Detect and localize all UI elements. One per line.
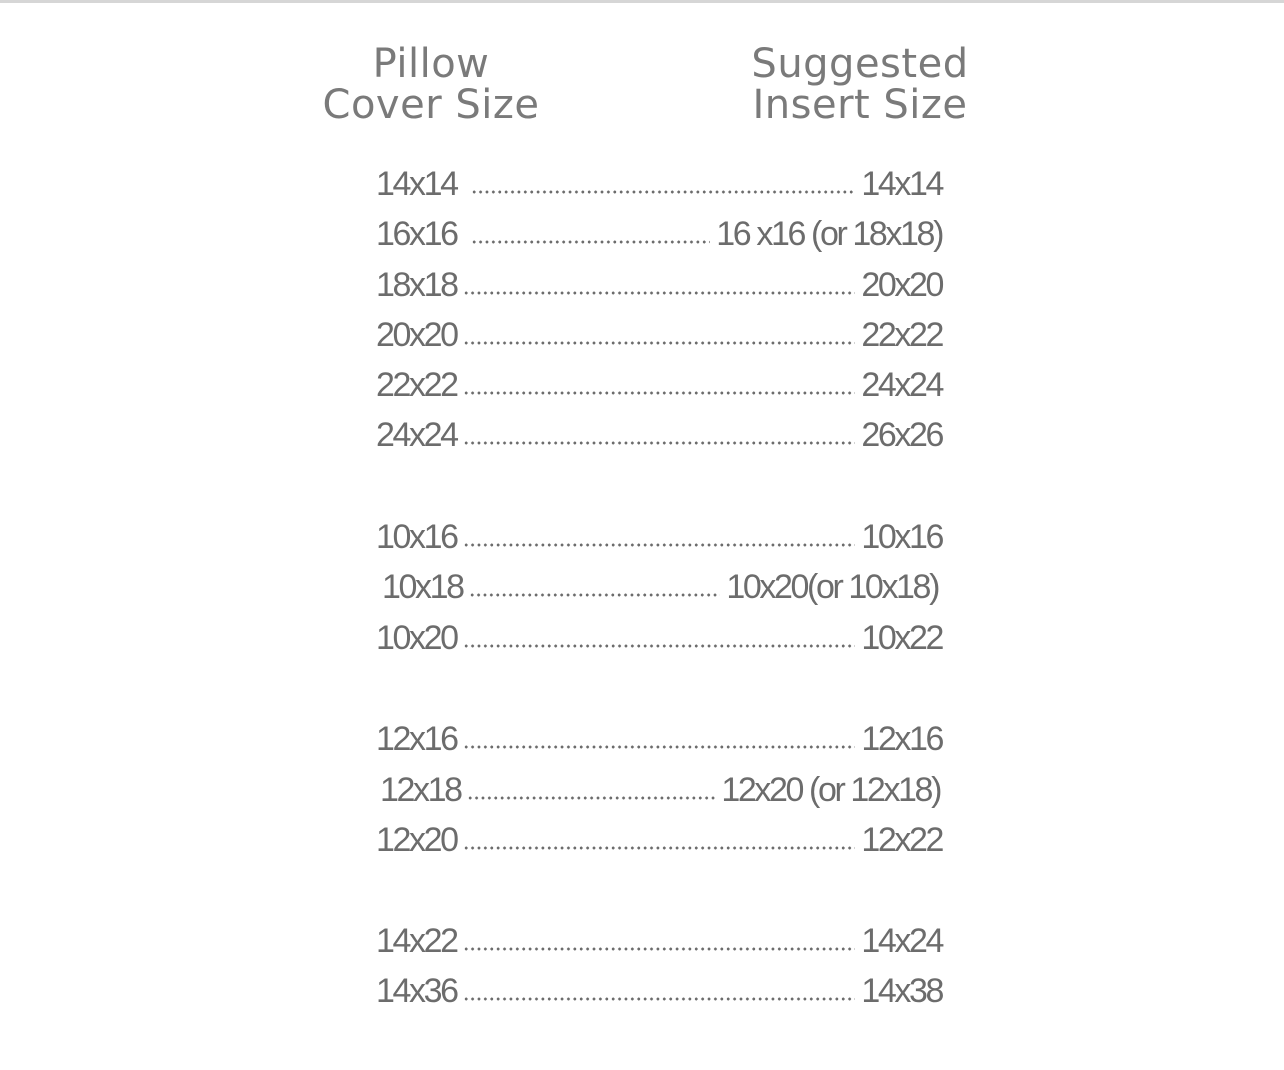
insert-size: 10x20(or 10x18) xyxy=(726,568,938,606)
cover-size: 10x20 xyxy=(376,619,457,657)
insert-size: 26x26 xyxy=(861,416,942,454)
size-row xyxy=(376,165,942,207)
cover-size: 16x16 xyxy=(376,215,457,253)
size-row xyxy=(376,416,942,458)
dot-leader xyxy=(471,190,856,194)
insert-size: 14x38 xyxy=(861,972,942,1010)
insert-size: 22x22 xyxy=(861,316,942,354)
dot-leader xyxy=(463,391,856,395)
insert-size: 14x14 xyxy=(861,165,942,203)
size-row xyxy=(376,619,942,661)
cover-size: 14x14 xyxy=(376,165,457,203)
insert-size: 10x16 xyxy=(861,518,942,556)
cover-header-line-1: Pillow xyxy=(372,41,490,87)
cover-size: 18x18 xyxy=(376,266,457,304)
cover-size: 12x16 xyxy=(376,720,457,758)
insert-size: 12x20 (or 12x18) xyxy=(721,771,940,809)
dot-leader xyxy=(463,341,856,345)
insert-size: 12x16 xyxy=(861,720,942,758)
size-row xyxy=(376,821,942,863)
cover-size: 24x24 xyxy=(376,416,457,454)
insert-size: 16 x16 (or 18x18) xyxy=(716,215,942,253)
insert-header-line-2: Insert Size xyxy=(752,82,968,128)
size-row xyxy=(376,266,942,308)
dot-leader xyxy=(471,240,711,244)
cover-size: 12x18 xyxy=(380,771,461,809)
size-row xyxy=(376,518,942,560)
size-row xyxy=(376,720,942,762)
dot-leader xyxy=(463,441,856,445)
insert-size: 12x22 xyxy=(861,821,942,859)
dot-leader xyxy=(463,644,856,648)
dot-leader xyxy=(463,997,856,1001)
cover-size: 10x16 xyxy=(376,518,457,556)
dot-leader xyxy=(463,745,856,749)
dot-leader xyxy=(467,796,716,800)
size-chart xyxy=(376,0,946,1070)
dot-leader xyxy=(463,543,856,547)
cover-size: 10x18 xyxy=(382,568,463,606)
size-row xyxy=(376,366,942,408)
size-row xyxy=(376,972,942,1014)
size-row xyxy=(376,922,942,964)
size-row xyxy=(376,316,942,358)
dot-leader xyxy=(463,947,856,951)
insert-header-line-1: Suggested xyxy=(751,41,969,87)
size-row xyxy=(380,771,940,813)
cover-size: 22x22 xyxy=(376,366,457,404)
dot-leader xyxy=(463,291,856,295)
cover-header-line-2: Cover Size xyxy=(322,82,540,128)
insert-size: 10x22 xyxy=(861,619,942,657)
insert-size: 24x24 xyxy=(861,366,942,404)
cover-size: 14x36 xyxy=(376,972,457,1010)
cover-size: 20x20 xyxy=(376,316,457,354)
cover-size: 12x20 xyxy=(376,821,457,859)
insert-size: 14x24 xyxy=(861,922,942,960)
cover-size: 14x22 xyxy=(376,922,457,960)
dot-leader xyxy=(469,593,721,597)
dot-leader xyxy=(463,846,856,850)
insert-size: 20x20 xyxy=(861,266,942,304)
size-row xyxy=(382,568,938,610)
size-row xyxy=(376,215,942,257)
